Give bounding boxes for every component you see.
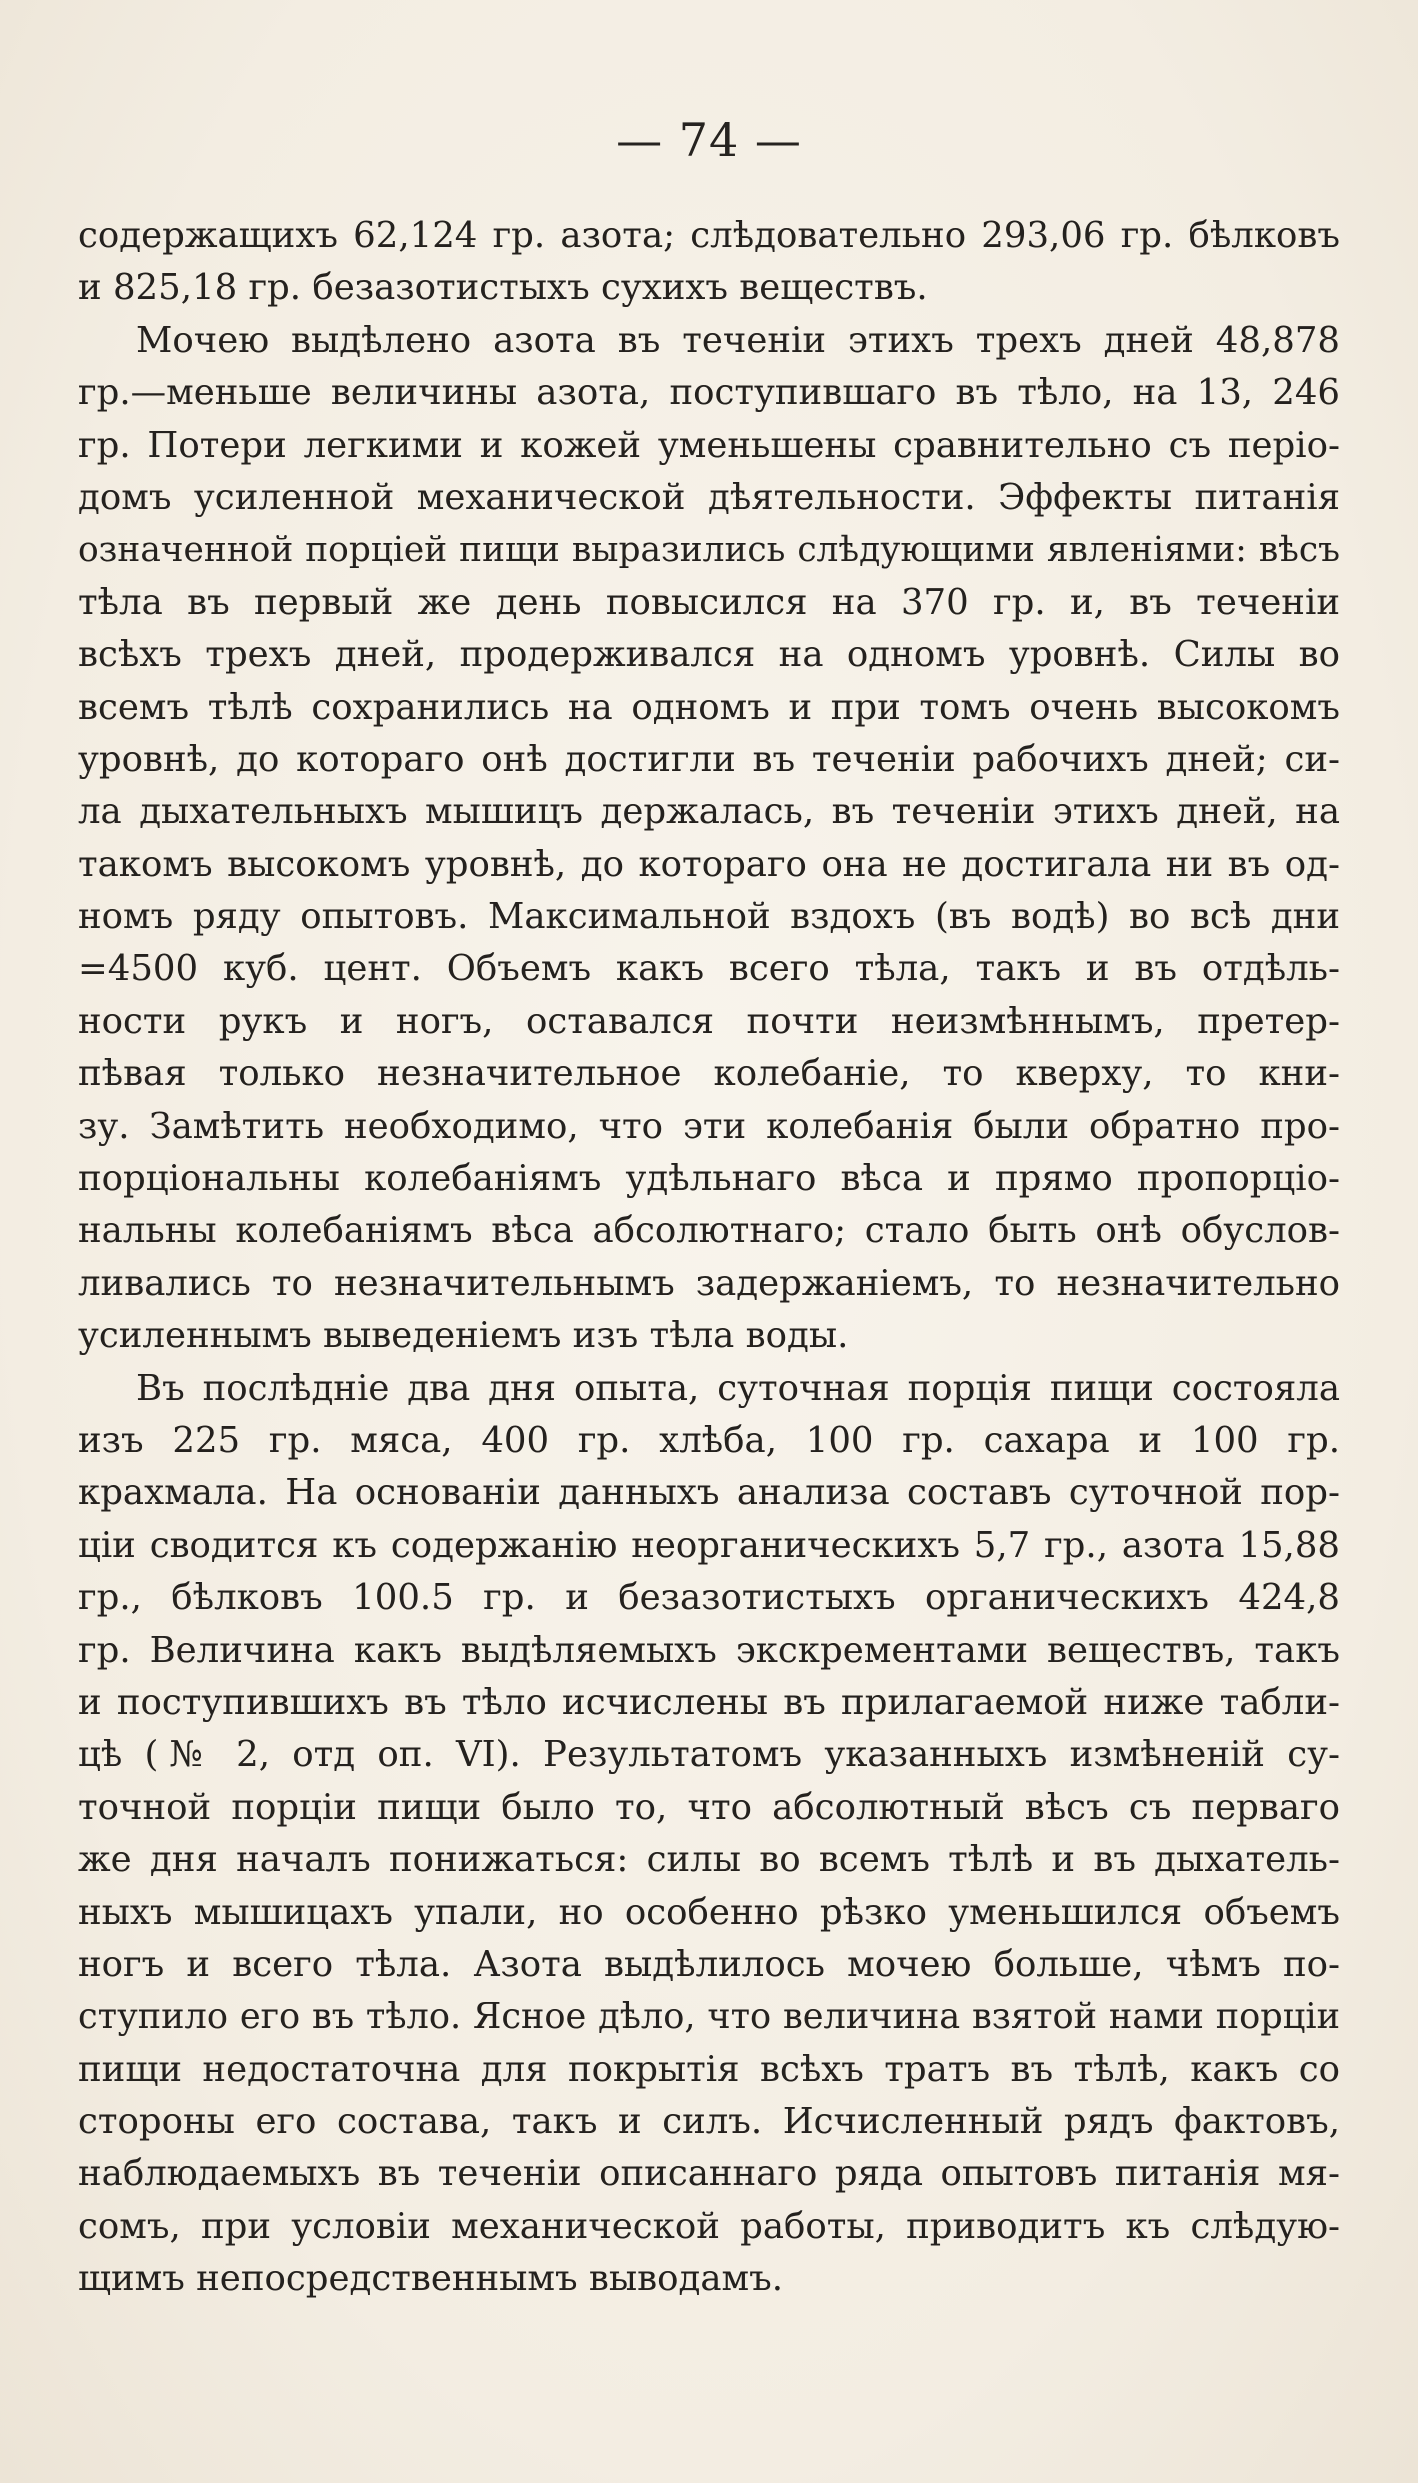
text-line: Въ послѣдніе два дня опыта, суточная порція пищи состояла: [136, 1367, 1340, 1409]
text-line: ныхъ мышицахъ упали, но особенно рѣзко уменьшился объемъ: [78, 1891, 1340, 1933]
text-line: ливались то незначительнымъ задержаніемъ, то незначительно: [78, 1262, 1340, 1304]
text-line: гр. Величина какъ выдѣляемыхъ экскрементами веществъ, такъ: [78, 1629, 1340, 1671]
text-line: содержащихъ 62,124 гр. азота; слѣдовательно 293,06 гр. бѣлковъ: [78, 215, 1340, 256]
text-line: зу. Замѣтить необходимо, что эти колебанія были обратно про-: [78, 1105, 1340, 1147]
text-line: цѣ (№ 2, отд оп. VI). Результатомъ указанныхъ измѣненій су-: [78, 1734, 1340, 1776]
text-line: пищи недостаточна для покрытія всѣхъ тратъ въ тѣлѣ, какъ со: [78, 2048, 1340, 2090]
text-line: всемъ тѣлѣ сохранились на одномъ и при томъ очень высокомъ: [78, 686, 1340, 728]
text-line: уровнѣ, до котораго онѣ достигли въ теченіи рабочихъ дней; си-: [78, 738, 1340, 780]
text-line: ногъ и всего тѣла. Азота выдѣлилось мочею больше, чѣмъ по-: [78, 1943, 1340, 1985]
text-line: ціи сводится къ содержанію неорганическихъ 5,7 гр., азота 15,88: [78, 1524, 1340, 1566]
text-line: ла дыхательныхъ мышицъ держалась, въ теченіи этихъ дней, на: [78, 791, 1340, 833]
text-line: всѣхъ трехъ дней, продерживался на одномъ уровнѣ. Силы во: [78, 634, 1340, 676]
text-line: же дня началъ понижаться: силы во всемъ тѣлѣ и въ дыхатель-: [78, 1839, 1340, 1881]
text-line: тѣла въ первый же день повысился на 370 гр. и, въ теченіи: [78, 581, 1340, 623]
text-line: сомъ, при условіи механической работы, приводитъ къ слѣдую-: [78, 2205, 1340, 2247]
text-line: пѣвая только незначительное колебаніе, то кверху, то кни-: [78, 1053, 1340, 1095]
text-line: нальны колебаніямъ вѣса абсолютнаго; стало быть онѣ обуслов-: [78, 1210, 1340, 1252]
text-line: =4500 куб. цент. Объемъ какъ всего тѣла, такъ и въ отдѣль-: [78, 948, 1340, 990]
text-line: Мочею выдѣлено азота въ теченіи этихъ трехъ дней 48,878: [136, 319, 1340, 361]
text-line: такомъ высокомъ уровнѣ, до котораго она не достигала ни въ од-: [78, 843, 1340, 885]
text-line: усиленнымъ выведеніемъ изъ тѣла воды.: [78, 1315, 849, 1357]
page-number: — 74 —: [616, 113, 802, 167]
text-line: означенной порціей пищи выразились слѣдующими явленіями: вѣсъ: [78, 530, 1340, 571]
text-line: ступило его въ тѣло. Ясное дѣло, что величина взятой нами порціи: [78, 1996, 1340, 2038]
text-line: изъ 225 гр. мяса, 400 гр. хлѣба, 100 гр. сахара и 100 гр.: [78, 1419, 1340, 1461]
text-line: порціональны колебаніямъ удѣльнаго вѣса и прямо пропорціо-: [78, 1158, 1340, 1200]
text-line: домъ усиленной механической дѣятельности. Эффекты питанія: [78, 476, 1340, 518]
body-text: [78, 210, 1340, 2306]
text-line: гр. Потери легкими и кожей уменьшены сравнительно съ періо-: [78, 424, 1340, 466]
text-line: наблюдаемыхъ въ теченіи описаннаго ряда опытовъ питанія мя-: [78, 2153, 1340, 2195]
text-line: стороны его состава, такъ и силъ. Исчисленный рядъ фактовъ,: [78, 2101, 1340, 2143]
text-line: номъ ряду опытовъ. Максимальной вздохъ (въ водѣ) во всѣ дни: [78, 896, 1340, 938]
text-line: гр., бѣлковъ 100.5 гр. и безазотистыхъ органическихъ 424,8: [78, 1577, 1340, 1619]
text-line: и 825,18 гр. безазотистыхъ сухихъ веществъ.: [78, 267, 928, 309]
text-line: и поступившихъ въ тѣло исчислены въ прилагаемой ниже табли-: [78, 1681, 1340, 1723]
text-line: гр.—меньше величины азота, поступившаго въ тѣло, на 13, 246: [78, 372, 1340, 414]
text-line: крахмала. На основаніи данныхъ анализа составъ суточной пор-: [78, 1472, 1340, 1514]
text-line: точной порціи пищи было то, что абсолютный вѣсъ съ перваго: [78, 1786, 1340, 1828]
text-line: ности рукъ и ногъ, оставался почти неизмѣннымъ, претер-: [78, 1000, 1340, 1042]
text-line: щимъ непосредственнымъ выводамъ.: [78, 2258, 784, 2300]
